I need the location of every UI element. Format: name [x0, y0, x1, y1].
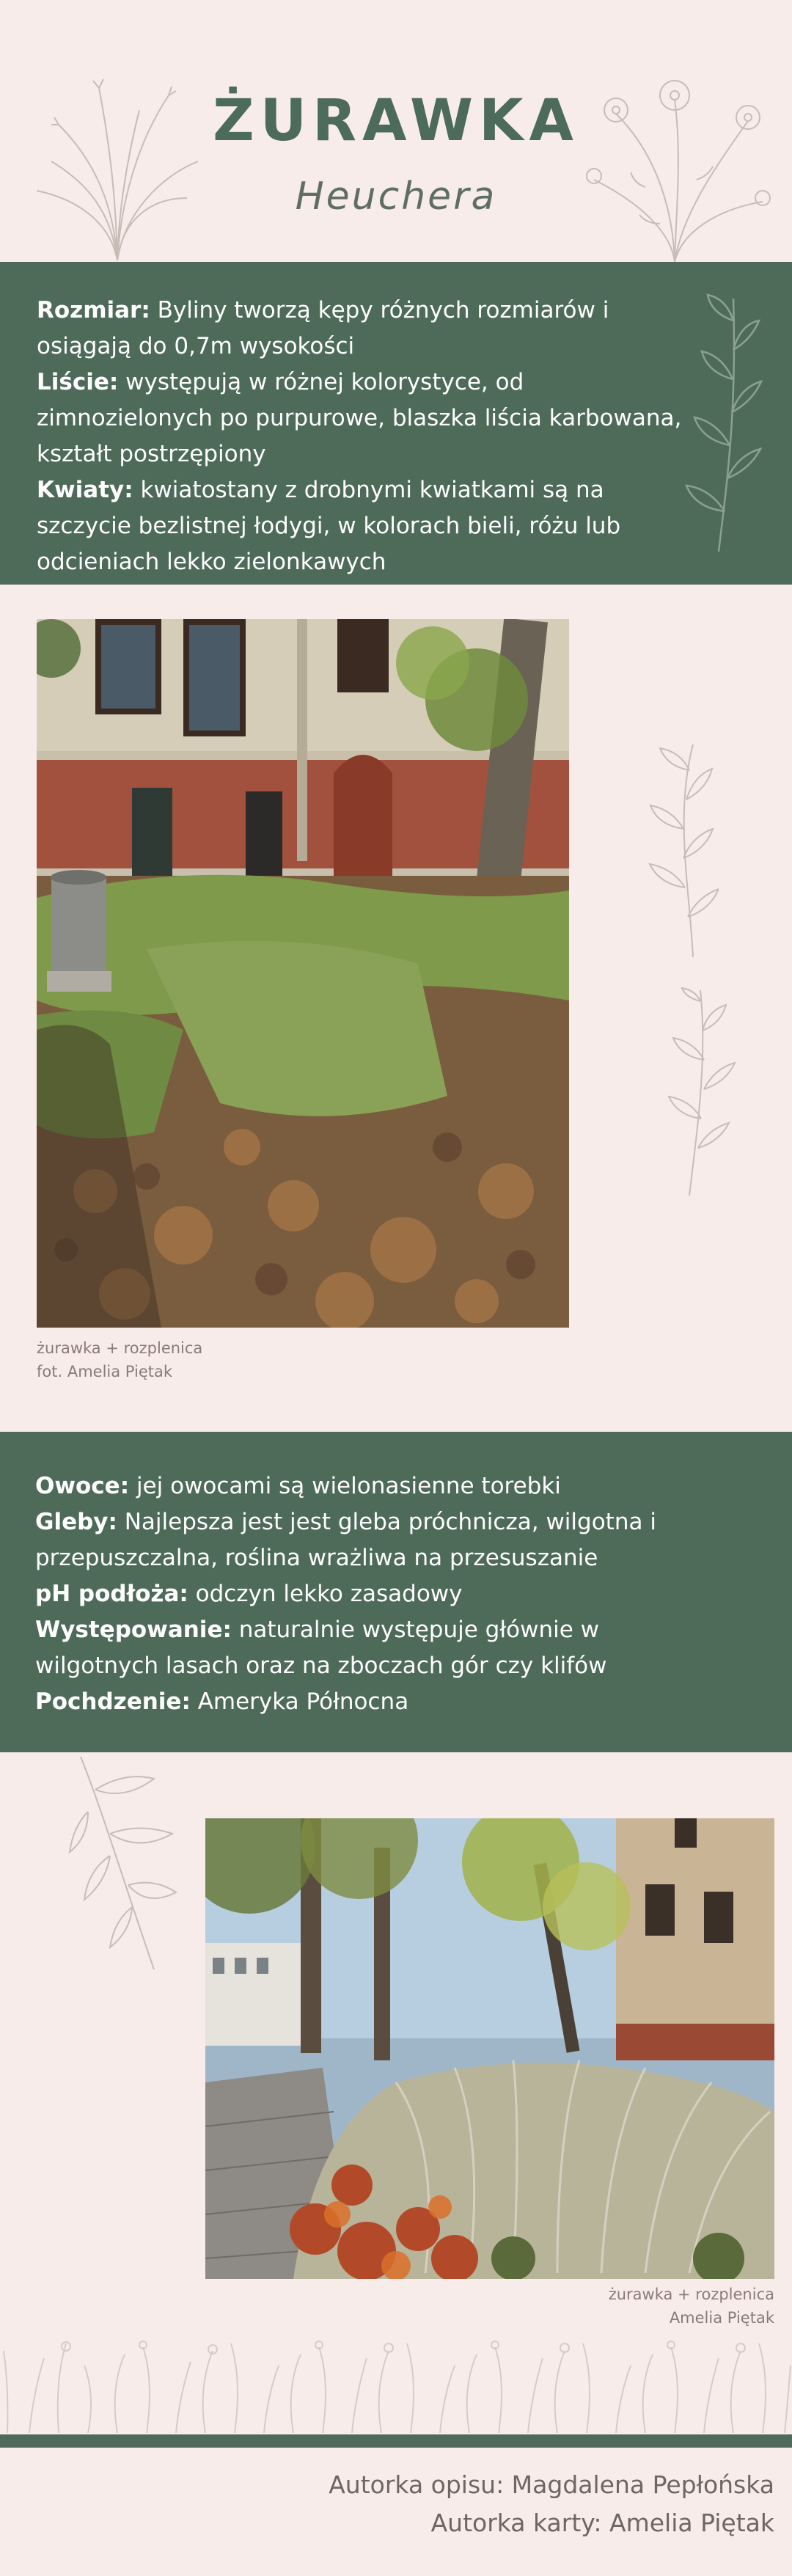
occurrence-label: Występowanie:: [35, 1617, 232, 1643]
flowers-text: kwiatostany z drobnymi kwiatkami są na szczycie bezlistnej łodygi, w kolorach bieli, różu lub odcieniach lekko zielonkawych: [37, 477, 621, 575]
fruit-text: jej owocami są wielonasienne torebki: [129, 1473, 561, 1499]
info-text-1: [37, 293, 697, 580]
author-description: Autorka opisu: Magdalena Pepłońska: [329, 2470, 774, 2499]
photo-1-caption-line2: fot. Amelia Piętak: [37, 1363, 173, 1380]
photo-2: [205, 1818, 774, 2279]
fruit-label: Owoce:: [35, 1473, 130, 1499]
leaves-label: Liście:: [37, 369, 119, 395]
size-text: Byliny tworzą kępy różnych rozmiarów i osiągają do 0,7m wysokości: [37, 297, 609, 359]
info-text-2: [35, 1468, 695, 1720]
size-label: Rozmiar:: [37, 297, 150, 323]
leaf-branch-icon: [675, 291, 770, 555]
ph-label: pH podłoża:: [35, 1581, 188, 1607]
leaf-sprig-icon: [667, 987, 748, 1199]
page-subtitle: Heuchera: [295, 175, 497, 219]
footer-divider: [0, 2434, 792, 2448]
info-band-2: [0, 1432, 792, 1752]
soil-text: Najlepsza jest jest gleba próchnicza, wilgotna i przepuszczalna, roślina wrażliwa na przesuszanie: [35, 1509, 656, 1571]
photo-2-caption-line2: Amelia Piętak: [669, 2309, 774, 2327]
leaf-branch-sketch-icon: [59, 1753, 183, 1973]
soil-label: Gleby:: [35, 1509, 117, 1535]
info-band-1: [0, 262, 792, 585]
flowers-label: Kwiaty:: [37, 477, 133, 503]
leaves-text: występują w różnej kolorystyce, od zimnozielonych po purpurowe, blaszka liścia karbowana, kształt postrzępiony: [37, 369, 682, 467]
photo-1-caption-line1: żurawka + rozplenica: [37, 1339, 203, 1357]
photo-2-caption: [609, 2283, 774, 2330]
photo-2-caption-line1: żurawka + rozplenica: [608, 2286, 774, 2303]
ph-text: odczyn lekko zasadowy: [188, 1581, 463, 1607]
meadow-sketch-icon: [0, 2336, 792, 2433]
origin-label: Pochdzenie:: [35, 1688, 191, 1715]
origin-text: Ameryka Północna: [190, 1688, 409, 1715]
occurrence-text: naturalnie występuje głównie w wilgotnych lasach oraz na zboczach gór czy klifów: [35, 1617, 607, 1679]
author-card: Autorka karty: Amelia Piętak: [430, 2509, 774, 2537]
photo-1-caption: [37, 1336, 202, 1383]
photo-1: [37, 619, 569, 1328]
leaf-sprig-icon: [638, 741, 719, 961]
page-title: ŻURAWKA: [213, 88, 579, 154]
